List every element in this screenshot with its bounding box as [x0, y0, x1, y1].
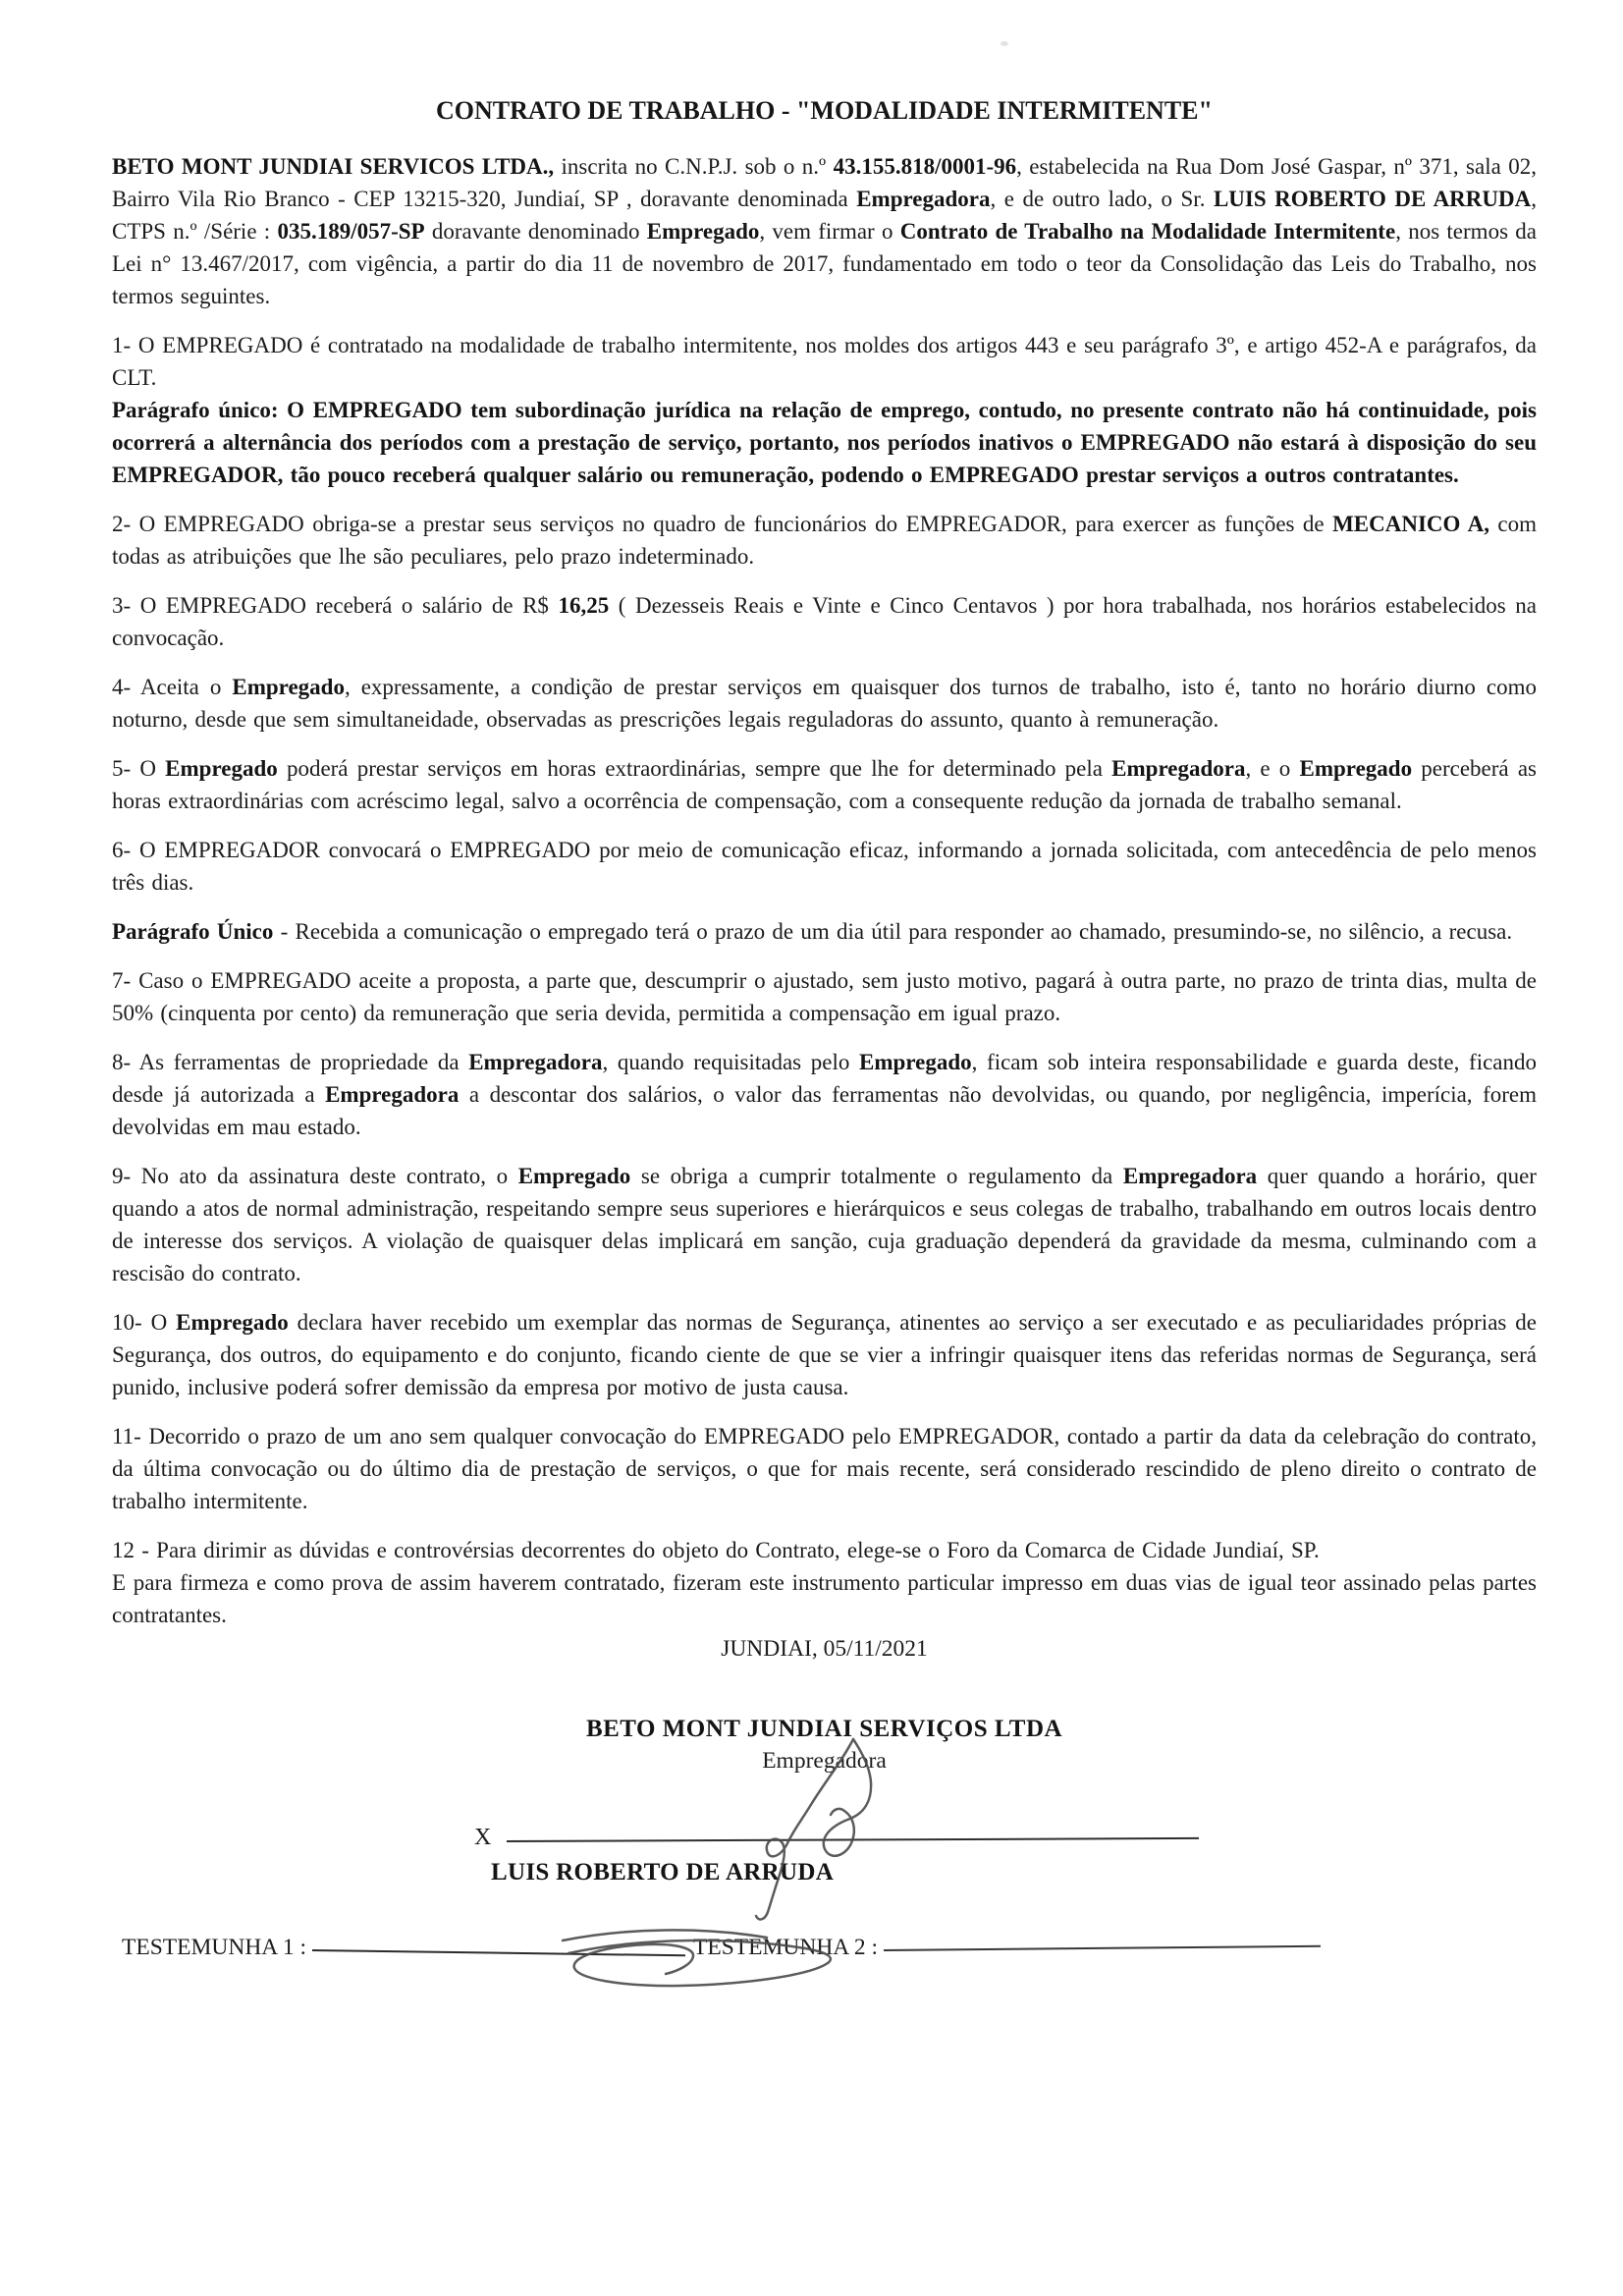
- document-title: CONTRATO DE TRABALHO - "MODALIDADE INTERMITENTE": [436, 96, 1213, 125]
- clause-9: 9- No ato da assinatura deste contrato, o Empregado se obriga a cumprir totalmente o regulamento da Empregadora quer quando a horário, quer quando a atos de normal administração, respeitando sempre seus superiores e hierárquicos e seus colegas de trabalho, trabalhando em outros locais dentro de interesse dos serviços. A violação de quaisquer delas implicará em sanção, cuja graduação dependerá da gravidade da mesma, culminando com a rescisão do contrato.: [112, 1164, 1537, 1285]
- signature-x-mark: X: [474, 1825, 492, 1850]
- clause-6: 6- O EMPREGADOR convocará o EMPREGADO por meio de comunicação eficaz, informando a jornada solicitada, com antecedência de pelo menos três dias.: [112, 838, 1537, 895]
- witness-1-field: [122, 1932, 685, 1964]
- witness-row: [112, 1932, 1537, 1964]
- clause-11: 11- Decorrido o prazo de um ano sem qualquer convocação do EMPREGADO pelo EMPREGADOR, contado a partir da data da celebração do contrato, da última convocação ou do último dia de prestação de serviços, o que for mais recente, será considerado rescindido de pleno direito o contrato de trabalho intermitente.: [112, 1424, 1537, 1513]
- closing-statement: E para firmeza e como prova de assim haverem contratado, fizeram este instrumento particular impresso em duas vias de igual teor assinado pelas partes contratantes.: [112, 1570, 1537, 1627]
- witness-1-label: TESTEMUNHA 1 :: [122, 1935, 306, 1960]
- intro-paragraph: BETO MONT JUNDIAI SERVICOS LTDA., inscrita no C.N.P.J. sob o n.º 43.155.818/0001-96, estabelecida na Rua Dom José Gaspar, nº 371, sala 02, Bairro Vila Rio Branco - CEP 13215-320, Jundiaí, SP , doravante denominada Empregadora, e de outro lado, o Sr. LUIS ROBERTO DE ARRUDA, CTPS n.º /Série : 035.189/057-SP doravante denominado Empregado, vem firmar o Contrato de Trabalho na Modalidade Intermitente, nos termos da Lei n° 13.467/2017, com vigência, a partir do dia 11 de novembro de 2017, fundamentado em todo o teor da Consolidação das Leis do Trabalho, nos termos seguintes.: [112, 154, 1537, 308]
- witness-2-field: [693, 1932, 1321, 1964]
- clause-6-paragrafo-unico: Parágrafo Único - Recebida a comunicação o empregado terá o prazo de um dia útil para responder ao chamado, presumindo-se, no silêncio, a recusa.: [112, 919, 1513, 944]
- clause-2: 2- O EMPREGADO obriga-se a prestar seus serviços no quadro de funcionários do EMPREGADOR, para exercer as funções de MECANICO A, com todas as atribuições que lhe são peculiares, pelo prazo indeterminado.: [112, 512, 1537, 569]
- witness-2-label: TESTEMUNHA 2 :: [693, 1935, 878, 1960]
- clause-5: 5- O Empregado poderá prestar serviços em horas extraordinárias, sempre que lhe for determinado pela Empregadora, e o Empregado perceberá as horas extraordinárias com acréscimo legal, salvo a ocorrência de compensação, com a consequente redução da jornada de trabalho semanal.: [112, 756, 1537, 813]
- clause-12: 12 - Para dirimir as dúvidas e controvérsias decorrentes do objeto do Contrato, elege-se o Foro da Comarca de Cidade Jundiaí, SP.: [112, 1538, 1320, 1562]
- clause-10: 10- O Empregado declara haver recebido um exemplar das normas de Segurança, atinentes ao serviço a ser executado e as peculiaridades próprias de Segurança, dos outros, do equipamento e do conjunto, ficando ciente de que se vier a infringir quaisquer itens das referidas normas de Segurança, será punido, inclusive poderá sofrer demissão da empresa por motivo de justa causa.: [112, 1310, 1537, 1399]
- witness-2-signature-line: [884, 1945, 1321, 1951]
- clause-1-paragrafo-unico: Parágrafo único: O EMPREGADO tem subordinação jurídica na relação de emprego, contudo, no presente contrato não há continuidade, pois ocorrerá a alternância dos períodos com a prestação de serviço, portanto, nos períodos inativos o EMPREGADO não estará à disposição do seu EMPREGADOR, tão pouco receberá qualquer salário ou remuneração, podendo o EMPREGADO prestar serviços a outros contratantes.: [112, 398, 1537, 487]
- employee-signature-line: [507, 1837, 1199, 1842]
- clause-4: 4- Aceita o Empregado, expressamente, a condição de prestar serviços em quaisquer dos turnos de trabalho, isto é, tanto no horário diurno como noturno, desde que sem simultaneidade, observadas as prescrições legais reguladoras do assunto, quanto à remuneração.: [112, 675, 1537, 732]
- witness-1-signature-line: [312, 1949, 685, 1956]
- clause-1: 1- O EMPREGADO é contratado na modalidade de trabalho intermitente, nos moldes dos artigos 443 e seu parágrafo 3º, e artigo 452-A e parágrafos, da CLT.: [112, 333, 1537, 390]
- employer-name: BETO MONT JUNDIAI SERVIÇOS LTDA: [585, 1716, 1063, 1742]
- scan-speck: [287, 1477, 293, 1481]
- clause-7: 7- Caso o EMPREGADO aceite a proposta, a parte que, descumprir o ajustado, sem justo motivo, pagará à outra parte, no prazo de trinta dias, multa de 50% (cinquenta por cento) da remuneração que seria devida, permitida a compensação em igual prazo.: [112, 968, 1537, 1025]
- employee-name: LUIS ROBERTO DE ARRUDA: [491, 1859, 835, 1886]
- clause-8: 8- As ferramentas de propriedade da Empregadora, quando requisitadas pelo Empregado, ficam sob inteira responsabilidade e guarda deste, ficando desde já autorizada a Empregadora a descontar dos salários, o valor das ferramentas não devolvidas, ou quando, por negligência, imperícia, forem devolvidas em mau estado.: [112, 1050, 1538, 1139]
- employer-role: Empregadora: [762, 1748, 887, 1774]
- scan-speck: [1001, 41, 1008, 46]
- place-date-line: JUNDIAI, 05/11/2021: [721, 1636, 928, 1662]
- employee-signature-row: [474, 1822, 1537, 1854]
- clause-3: 3- O EMPREGADO receberá o salário de R$ 16,25 ( Dezesseis Reais e Vinte e Cinco Centavos ) por hora trabalhada, nos horários estabelecidos na convocação.: [112, 593, 1537, 650]
